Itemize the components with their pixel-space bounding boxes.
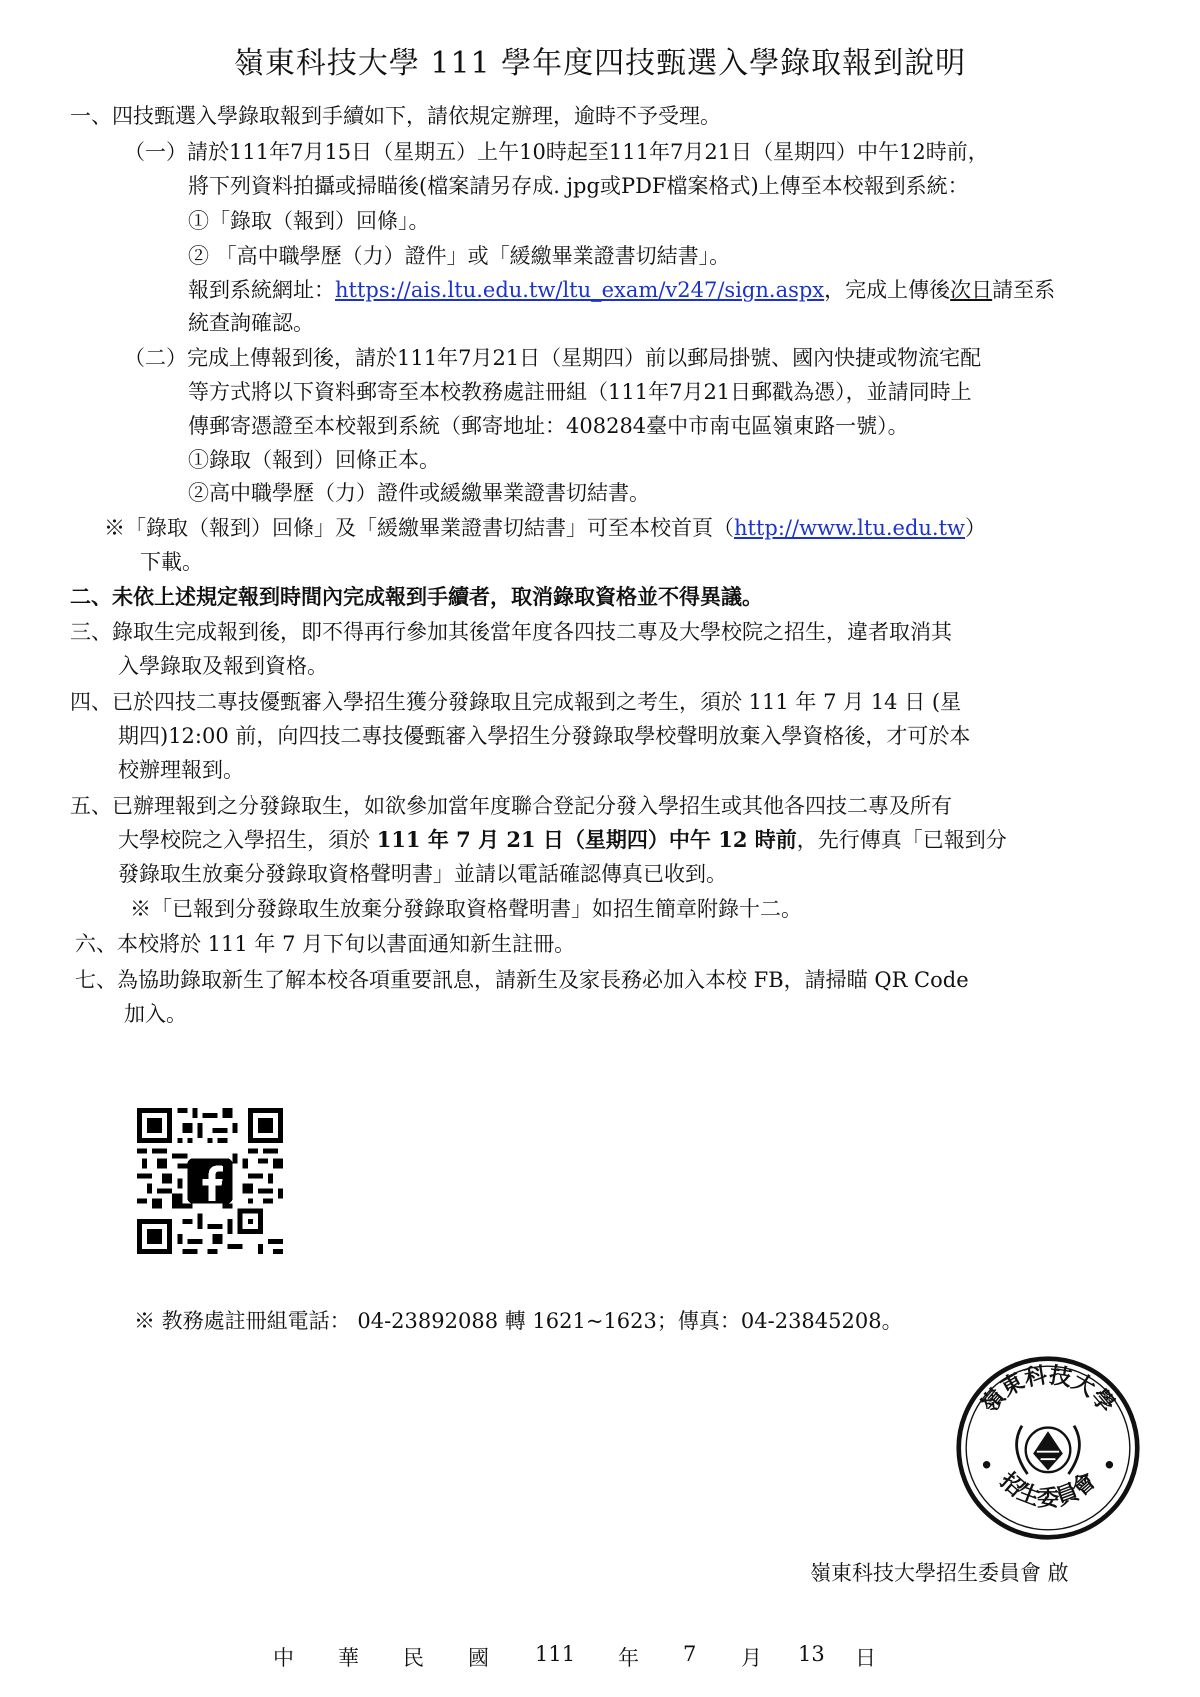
- date-month: 7: [683, 1642, 697, 1666]
- section-1-item-2-line-2: 等方式將以下資料郵寄至本校教務處註冊組（111年7月21日郵戳為憑），並請同時上: [188, 380, 972, 404]
- date-char: 國: [468, 1646, 489, 1670]
- seal-bottom-text: 招生委員會: [994, 1467, 1102, 1512]
- url-mid: ，完成上傳後: [824, 278, 951, 302]
- registration-system-link[interactable]: https://ais.ltu.edu.tw/ltu_exam/v247/sign.aspx: [335, 278, 825, 302]
- contact-info: ※ 教務處註冊組電話： 04-23892088 轉 1621~1623；傳真：04-23845208。: [134, 1309, 903, 1333]
- date-char: 華: [338, 1646, 359, 1670]
- section-5-line-3: 發錄取生放棄分發錄取資格聲明書」並請以電話確認傳真已收到。: [118, 862, 727, 886]
- signature: 嶺東科技大學招生委員會 啟: [810, 1561, 1069, 1585]
- section-7-line-2: 加入。: [124, 1002, 187, 1026]
- section-2: 二、未依上述規定報到時間內完成報到手續者，取消錄取資格並不得異議。: [70, 584, 763, 609]
- section-5-line-2-c: ，先行傳真「已報到分: [796, 828, 1007, 852]
- section-1-item-2-sub-2: ②高中職學歷（力）證件或緩繳畢業證書切結書。: [188, 481, 650, 505]
- section-1-download-note: [104, 512, 986, 542]
- committee-seal: [955, 1355, 1141, 1541]
- section-5-line-1: 五、已辦理報到之分發錄取生，如欲參加當年度聯合登記分發入學招生或其他各四技二專及所有: [70, 794, 952, 818]
- date-char: 月: [741, 1646, 762, 1670]
- document-title: 嶺東科技大學 111 學年度四技甄選入學錄取報到說明: [233, 46, 967, 81]
- seal-top-text: 嶺東科技大學: [976, 1362, 1120, 1418]
- note-prefix: ※「錄取（報到）回條」及「緩繳畢業證書切結書」可至本校首頁（: [104, 516, 734, 540]
- svg-text:招生委員會: [995, 1467, 1101, 1512]
- url-prefix: 報到系統網址：: [188, 278, 335, 302]
- date-char: 中: [273, 1646, 294, 1670]
- section-4-line-1: 四、已於四技二專技優甄審入學招生獲分發錄取且完成報到之考生，須於 111 年 7 月 14 日 (星: [70, 690, 962, 714]
- date-char: 年: [618, 1646, 639, 1670]
- section-1-item-1-sub-2: ② 「高中職學歷（力）證件」或「緩繳畢業證書切結書」。: [188, 244, 731, 268]
- section-3-line-2: 入學錄取及報到資格。: [118, 654, 328, 678]
- section-4-line-3: 校辦理報到。: [118, 758, 244, 782]
- section-1-item-1-line-1: （一）請於111年7月15日（星期五）上午10時起至111年7月21日（星期四）中午12時前，: [124, 140, 989, 164]
- section-4-line-2: 期四)12:00 前，向四技二專技優甄審入學招生分發錄取學校聲明放棄入學資格後，才可於本: [118, 724, 971, 748]
- section-1-item-2-line-1: （二）完成上傳報到後，請於111年7月21日（星期四）前以郵局掛號、國內快捷或物流宅配: [124, 346, 982, 370]
- date-day: 13: [798, 1642, 825, 1666]
- section-1-download-note-line-2: 下載。: [140, 550, 203, 574]
- fb-qr-code: [137, 1108, 283, 1254]
- next-day-underlined: 次日: [950, 278, 993, 302]
- section-1-item-1-line-2: 將下列資料拍攝或掃瞄後(檔案請另存成. jpg或PDF檔案格式)上傳至本校報到系統：: [188, 174, 969, 198]
- section-1-item-2-sub-1: ①錄取（報到）回條正本。: [188, 448, 440, 472]
- section-1-heading: 一、四技甄選入學錄取報到手續如下，請依規定辦理，逾時不予受理。: [70, 104, 721, 128]
- url-suffix: 請至系: [992, 278, 1056, 302]
- section-6: 六、本校將於 111 年 7 月下旬以書面通知新生註冊。: [75, 932, 576, 956]
- section-5-line-2-a: 大學校院之入學招生，須於: [118, 828, 377, 852]
- section-5-note: ※「已報到分發錄取生放棄分發錄取資格聲明書」如招生簡章附錄十二。: [130, 897, 802, 921]
- section-1-item-1-line-5: 統查詢確認。: [188, 311, 314, 335]
- section-3-line-1: 三、錄取生完成報到後，即不得再行參加其後當年度各四技二專及大學校院之招生，違者取消其: [70, 620, 952, 644]
- date-char: 民: [403, 1646, 424, 1670]
- date-char: 日: [855, 1646, 876, 1670]
- section-7-line-1: 七、為協助錄取新生了解本校各項重要訊息，請新生及家長務必加入本校 FB，請掃瞄 QR Code: [75, 968, 969, 992]
- deadline-bold: 111 年 7 月 21 日（星期四）中午 12 時前: [376, 827, 797, 852]
- section-1-item-1-sub-1: ①「錄取（報到）回條」。: [188, 209, 430, 233]
- svg-text:嶺東科技大學: [976, 1362, 1119, 1418]
- note-suffix: ）: [965, 516, 987, 540]
- homepage-link[interactable]: http://www.ltu.edu.tw: [734, 516, 966, 540]
- section-1-item-2-line-3: 傳郵寄憑證至本校報到系統（郵寄地址：408284臺中市南屯區嶺東路一號）。: [188, 414, 909, 438]
- section-1-url-line: [188, 274, 1055, 304]
- date-year: 111: [535, 1642, 576, 1666]
- section-5-line-2: [118, 824, 1007, 854]
